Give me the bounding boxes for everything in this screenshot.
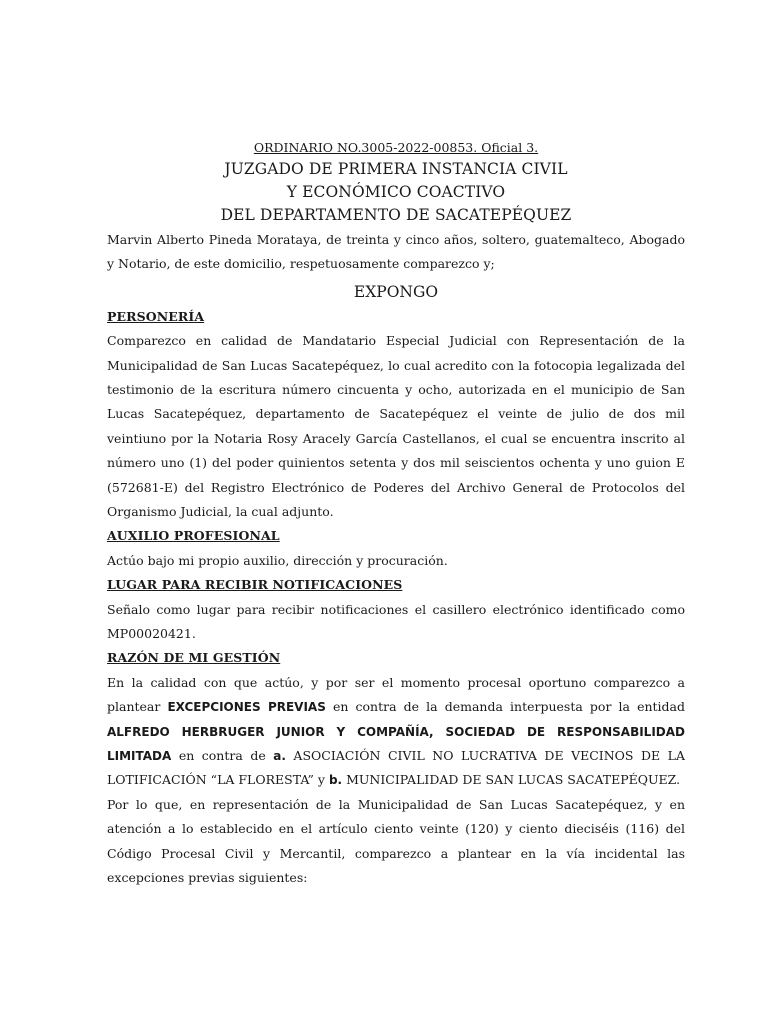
demandante-bold: ALFREDO HERBRUGER JUNIOR Y COMPAÑÍA, SOCIEDAD DE RESPONSABILIDAD LIMITADA — [107, 724, 685, 764]
razon-text-a: En la calidad con que actúo, y por ser el momento procesal oportuno comparezco a plantear — [107, 674, 685, 715]
court-title-line-3: DEL DEPARTAMENTO DE SACATEPÉQUEZ — [220, 206, 572, 224]
auxilio-paragraph: Actúo bajo mi propio auxilio, dirección y procuración. — [107, 552, 448, 568]
item-letter-a: a. — [273, 749, 286, 764]
razon-paragraph-1 — [107, 671, 685, 793]
excepciones-previas-bold: EXCEPCIONES PREVIAS — [167, 700, 326, 715]
auxilio-heading: AUXILIO PROFESIONAL — [107, 528, 280, 544]
court-title-line-1: JUZGADO DE PRIMERA INSTANCIA CIVIL — [224, 160, 568, 178]
razon-heading: RAZÓN DE MI GESTIÓN — [107, 650, 281, 666]
personeria-heading: PERSONERÍA — [107, 308, 205, 324]
intro-paragraph: Marvin Alberto Pineda Morataya, de treinta y cinco años, soltero, guatemalteco, Abogado y Notario, de este domicilio, respetuosamente comparezco y; — [107, 232, 685, 272]
razon-text-i: MUNICIPALIDAD DE SAN LUCAS SACATEPÉQUEZ. — [342, 772, 681, 788]
case-reference: ORDINARIO NO.3005-2022-00853. Oficial 3. — [253, 140, 539, 155]
personeria-paragraph: Comparezco en calidad de Mandatario Especial Judicial con Representación de la Municipalidad de San Lucas Sacatepéquez, lo cual acredito con la fotocopia legalizada del testimonio de la escritura número cincuenta y ocho, autorizada en el municipio de San Lucas Sacatepéquez, departamento de Sacatepéquez el veinte de julio de dos mil veintiuno por la Notaria Rosy Aracely García Castellanos, el cual se encuentra inscrito al número uno (1) del poder quinientos setenta y dos mil seiscientos ochenta y uno guion E (572681-E) del Registro Electrónico de Poderes del Archivo General de Protocolos del Organismo Judicial, la cual adjunto. — [107, 333, 685, 520]
expongo-heading: EXPONGO — [353, 282, 439, 301]
lugar-heading: LUGAR PARA RECIBIR NOTIFICACIONES — [107, 577, 403, 593]
razon-paragraph-2: Por lo que, en representación de la Municipalidad de San Lucas Sacatepéquez, y en atención a lo establecido en el artículo ciento veinte (120) y ciento dieciséis (116) del Código Procesal Civil y Mercantil, comparezco a plantear en la vía incidental las excepciones previas siguientes: — [107, 796, 685, 886]
razon-text-e: en contra de — [171, 748, 274, 764]
court-title-line-2: Y ECONÓMICO COACTIVO — [286, 183, 506, 201]
item-letter-b: b. — [328, 773, 343, 788]
razon-text-g: ASOCIACIÓN CIVIL NO LUCRATIVA DE VECINOS DE LA LOTIFICACIÓN “LA FLORESTA” y — [107, 748, 685, 788]
document-page — [107, 138, 685, 891]
razon-text-c: en contra de la demanda interpuesta por la entidad — [325, 699, 685, 715]
lugar-paragraph: Señalo como lugar para recibir notificaciones el casillero electrónico identificado como MP00020421. — [107, 601, 685, 642]
